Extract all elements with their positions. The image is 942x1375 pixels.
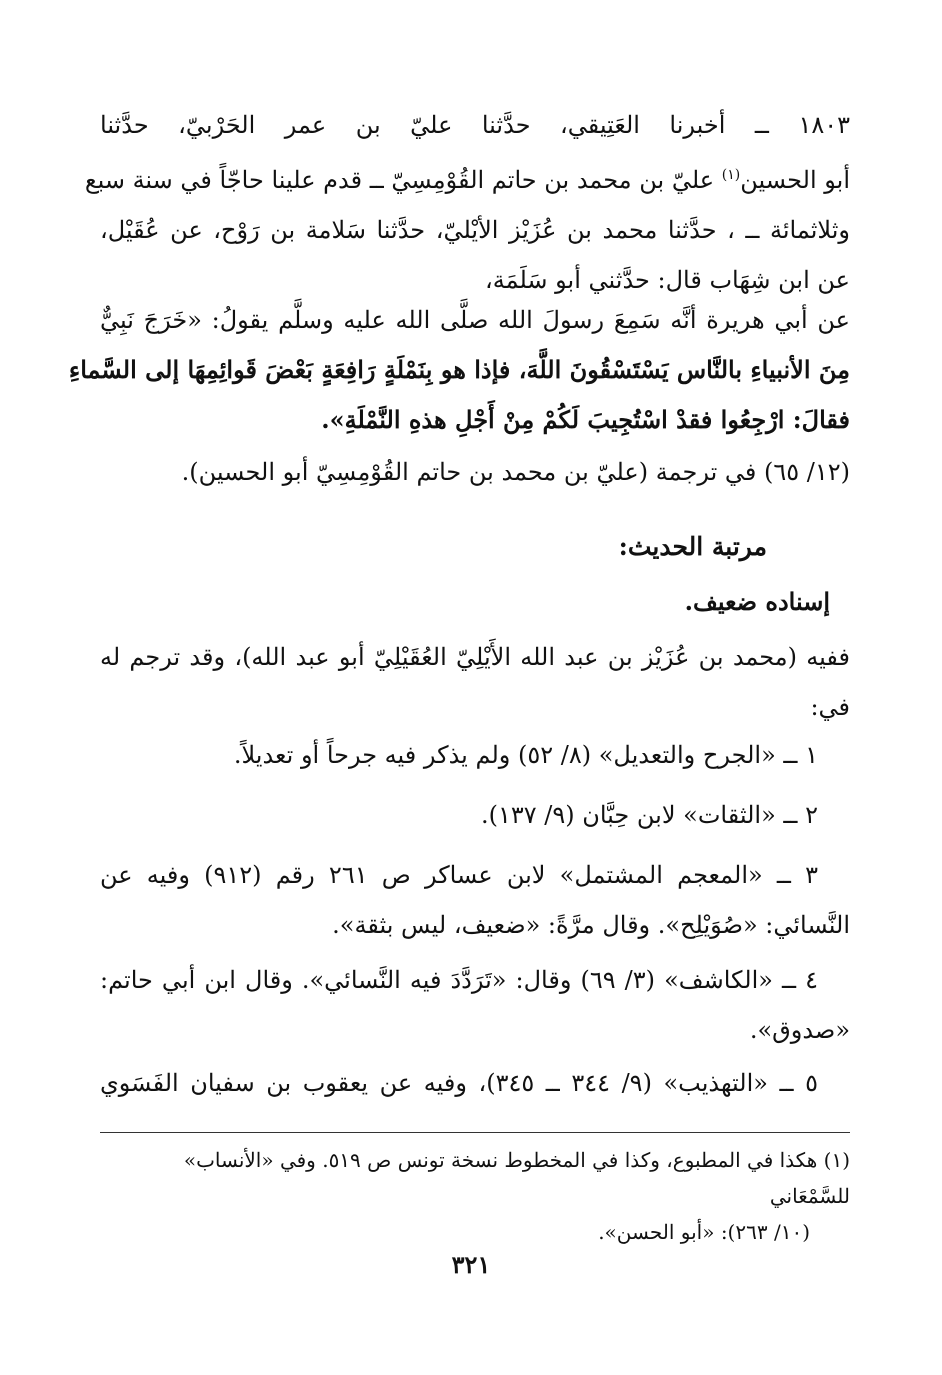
source-item-2	[100, 790, 850, 840]
item-text: ــ «الثقات» لابن حِبَّان (٩/ ١٣٧).	[480, 801, 798, 829]
item-text-continued: النَّسائي: «صُوَيْلِح». وقال مرَّةً: «ضعيف، ليس بثقة».	[332, 911, 850, 939]
footnote	[100, 1142, 850, 1250]
item-number: ٥	[805, 1069, 818, 1097]
matn-line: فقالَ: ارْجِعُوا فقدْ اسْتُجِيبَ لَكُمْ مِنْ أَجْلِ هذهِ النَّمْلَةِ».	[321, 405, 850, 434]
source-item-3	[100, 850, 850, 950]
footnote-line: (١) هكذا في المطبوع، وكذا في المخطوط نسخة تونس ص ٥١٩. وفي «الأنساب» للسَّمْعَاني	[183, 1148, 850, 1208]
hadith-line: عن ابن شِهَاب قال: حدَّثني أبو سَلَمَة،	[484, 266, 850, 294]
item-number: ٣	[805, 861, 818, 889]
discussion-line: ففيه (محمد بن عُزَيْز بن عبد الله الأَيْلِيّ العُقَيْلِيّ أبو عبد الله)، وقد ترجم له	[100, 643, 850, 671]
item-number: ٢	[805, 801, 818, 829]
item-number: ١	[805, 741, 818, 769]
item-text-continued: «صدوق».	[749, 1016, 850, 1044]
source-item-1	[100, 730, 850, 780]
matn-line: عن أبي هريرة أنَّه سَمِعَ رسولَ الله صلَّى الله عليه وسلَّم يقولُ: «خَرَجَ نَبِيٌّ	[100, 306, 850, 334]
footnote-marker: (١)	[721, 167, 741, 183]
hadith-line-continued: عليّ بن محمد بن حاتم القُوْمِسِيّ ــ قدم علينا حاجّاً في سنة سبع	[84, 166, 722, 194]
source-item-4	[100, 955, 850, 1055]
grading-status: إسناده ضعيف.	[684, 587, 830, 616]
item-text: ــ «المعجم المشتمل» لابن عساكر ص ٢٦١ رقم (٩١٢) وفيه عن	[100, 861, 791, 889]
discussion-line: في:	[810, 693, 850, 721]
hadith-isnad	[84, 100, 850, 305]
footnote-divider	[100, 1132, 850, 1133]
source-item-5	[100, 1058, 850, 1108]
item-text: ــ «الكاشف» (٣/ ٦٩) وقال: «تَرَدَّدَ فيه النَّسائي». وقال ابن أبي حاتم:	[100, 966, 797, 994]
hadith-line: وثلاثمائة ــ ، حدَّثنا محمد بن عُزَيْز الأيْليّ، حدَّثنا سَلامة بن رَوْح، عن عُقَيْل،	[100, 216, 850, 244]
item-number: ٤	[805, 966, 819, 994]
grading-heading: مرتبة الحديث:	[618, 532, 767, 561]
page-number: ٣٢١	[451, 1250, 491, 1279]
item-text: ــ «الجرح والتعديل» (٨/ ٥٢) ولم يذكر فيه جرحاً أو تعديلاً.	[233, 741, 798, 769]
hadith-line	[84, 150, 850, 205]
discussion	[100, 632, 850, 732]
hadith-matn	[68, 295, 850, 445]
item-text: ــ «التهذيب» (٩/ ٣٤٤ ــ ٣٤٥)، وفيه عن يعقوب بن سفيان الفَسَوي	[100, 1069, 794, 1097]
source-reference: (١٢/ ٦٥) في ترجمة (عليّ بن محمد بن حاتم القُوْمِسِيّ أبو الحسين).	[181, 458, 850, 486]
narrator-name: أبو الحسين	[740, 166, 850, 194]
footnote-line: (١٠/ ٢٦٣): «أبو الحسن».	[598, 1220, 810, 1244]
hadith-line: ١٨٠٣ ــ أخبرنا العَتِيقي، حدَّثنا عليّ بن عمر الحَرْبيّ، حدَّثنا	[100, 111, 850, 139]
matn-line: مِنَ الأنبياءِ بالنَّاس يَسْتَسْقُونَ اللَّهَ، فإذا هو بِنَمْلَةٍ رَافِعَةٍ بَعْضَ قَوائِمِهَا إلى السَّماءِ	[68, 355, 850, 384]
